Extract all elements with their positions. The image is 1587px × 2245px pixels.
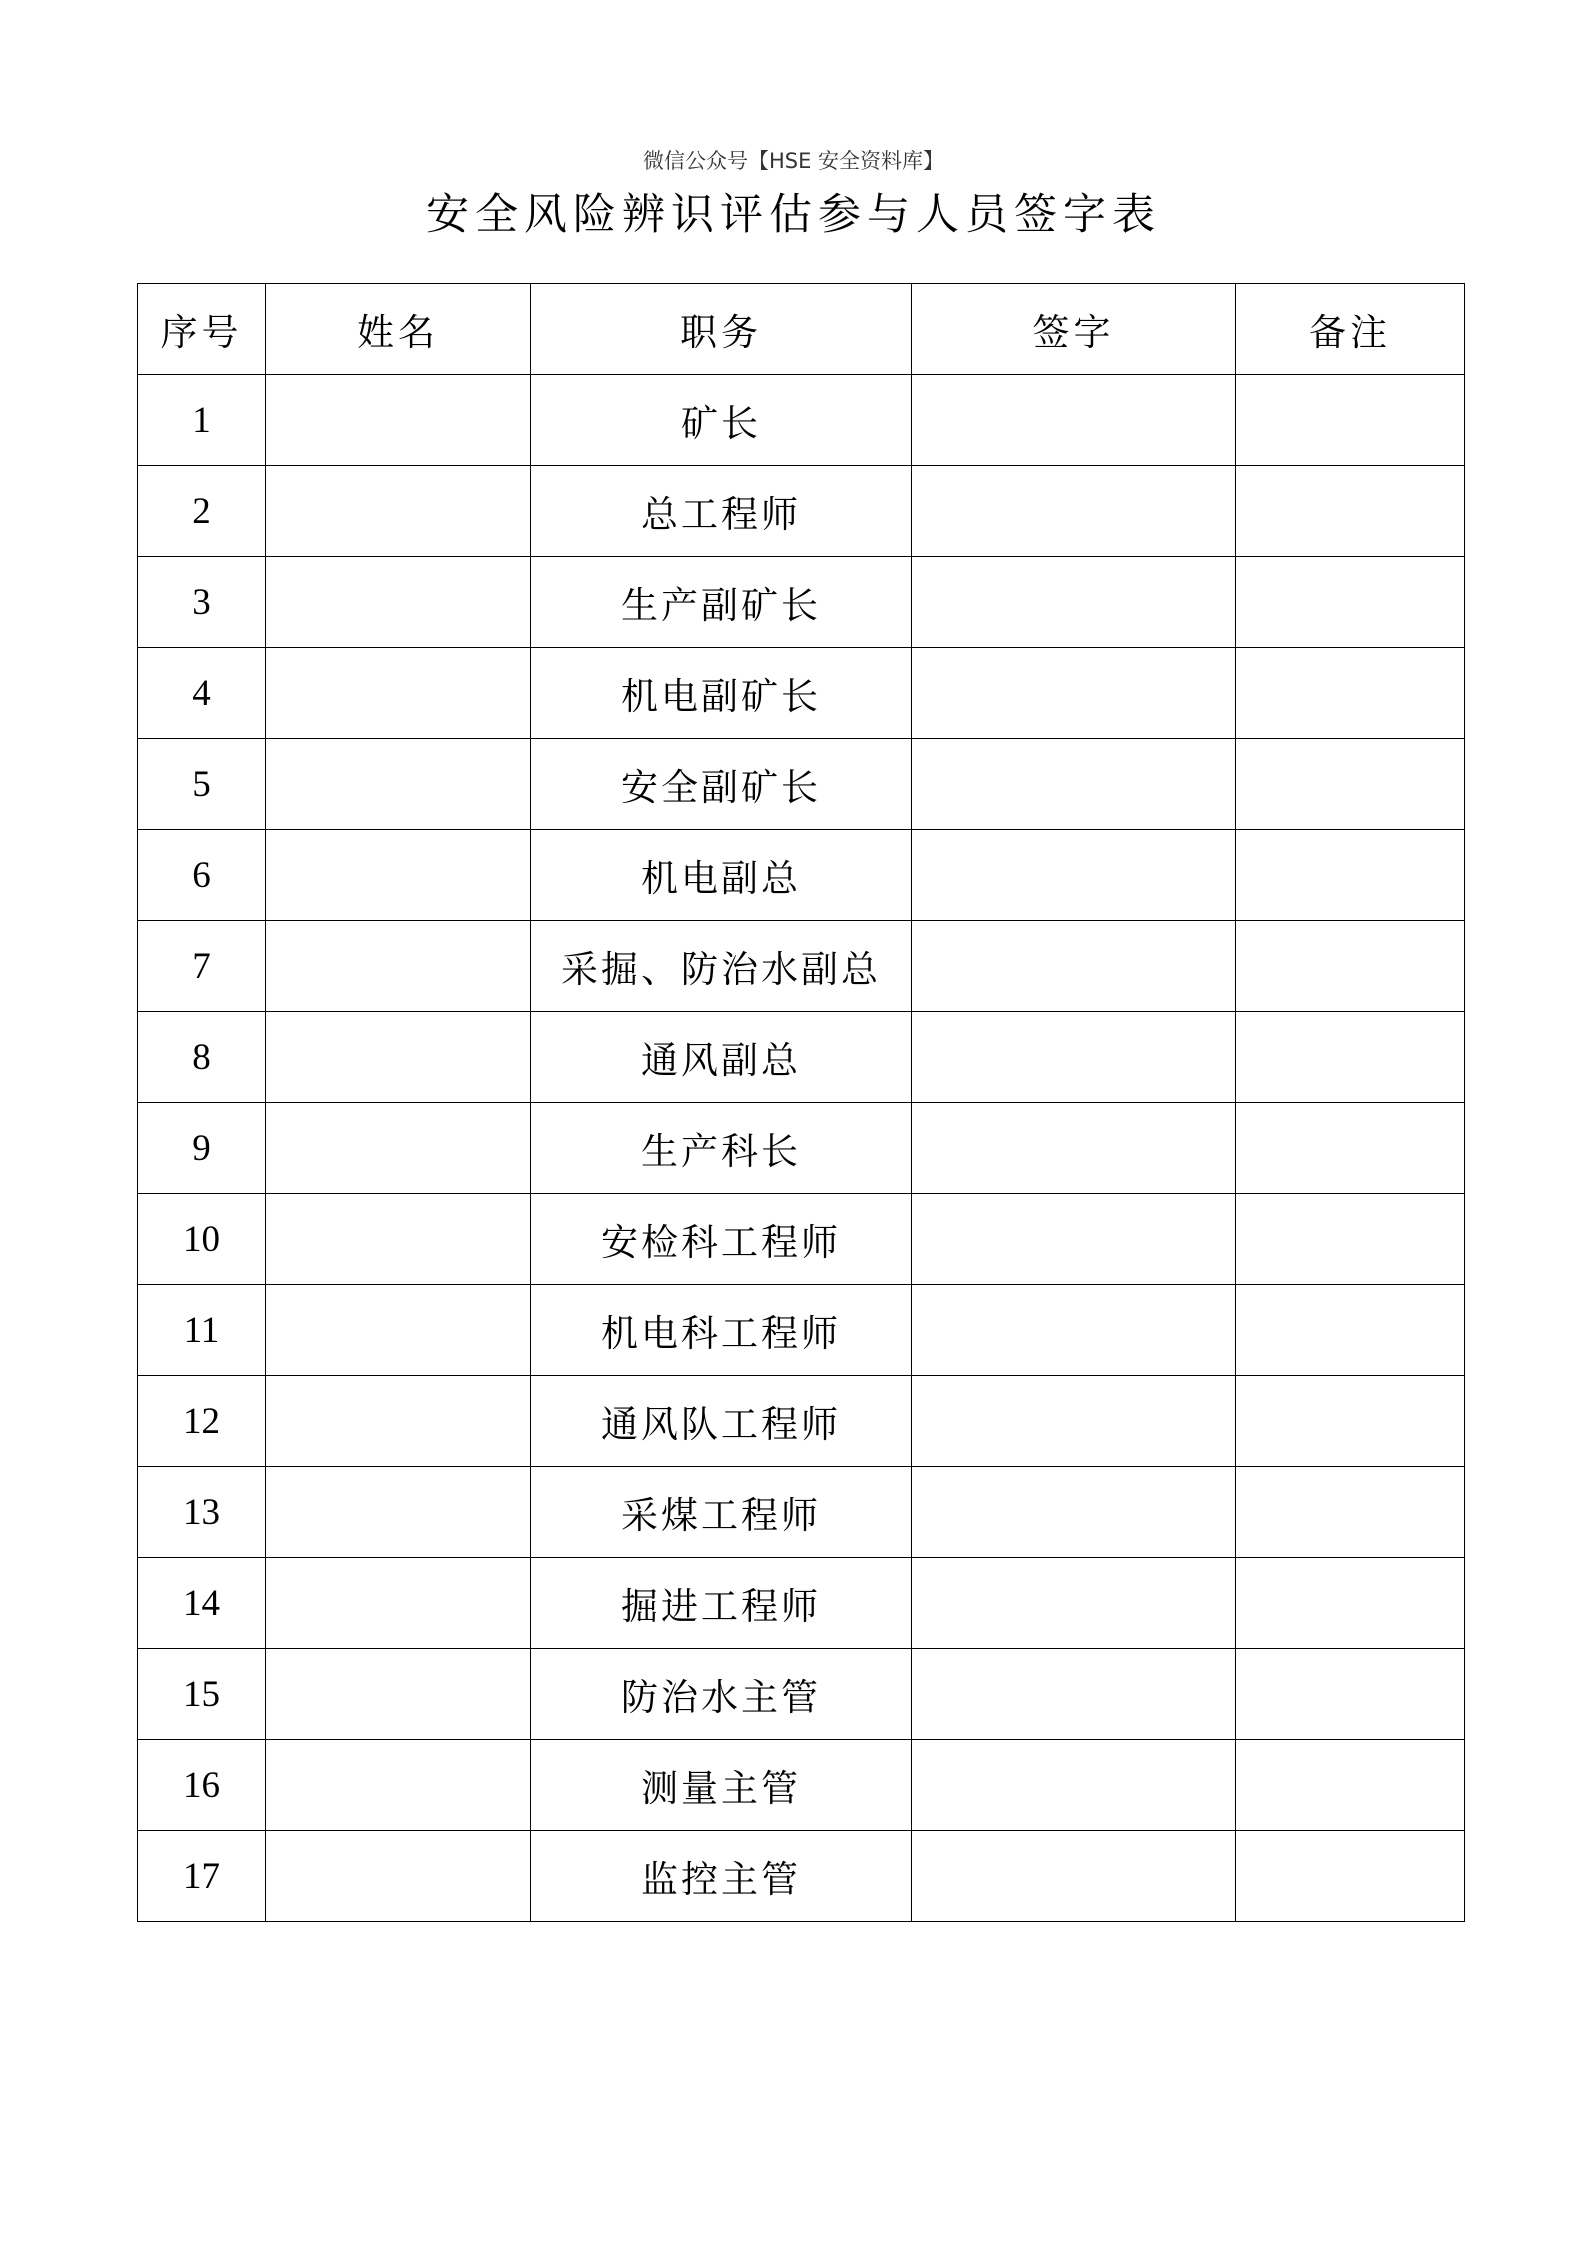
signature-cell bbox=[912, 648, 1236, 739]
table-header-row bbox=[138, 284, 1465, 375]
remarks-cell bbox=[1236, 830, 1465, 921]
remarks-cell bbox=[1236, 1103, 1465, 1194]
signature-cell bbox=[912, 921, 1236, 1012]
name-cell bbox=[266, 1467, 531, 1558]
table-row bbox=[138, 1740, 1465, 1831]
position-cell: 机电科工程师 bbox=[531, 1285, 912, 1376]
row-no: 17 bbox=[138, 1831, 266, 1922]
remarks-cell bbox=[1236, 1285, 1465, 1376]
signature-cell bbox=[912, 1831, 1236, 1922]
position-cell: 机电副矿长 bbox=[531, 648, 912, 739]
table-body bbox=[138, 375, 1465, 1922]
signature-cell bbox=[912, 466, 1236, 557]
header-no: 序号 bbox=[138, 284, 266, 375]
remarks-cell bbox=[1236, 921, 1465, 1012]
row-no: 5 bbox=[138, 739, 266, 830]
row-no: 13 bbox=[138, 1467, 266, 1558]
table-row bbox=[138, 466, 1465, 557]
remarks-cell bbox=[1236, 1558, 1465, 1649]
row-no: 12 bbox=[138, 1376, 266, 1467]
table-row bbox=[138, 1376, 1465, 1467]
header-remarks: 备注 bbox=[1236, 284, 1465, 375]
signature-cell bbox=[912, 1376, 1236, 1467]
table-row bbox=[138, 1558, 1465, 1649]
signature-cell bbox=[912, 1649, 1236, 1740]
signature-cell bbox=[912, 739, 1236, 830]
remarks-cell bbox=[1236, 1376, 1465, 1467]
row-no: 6 bbox=[138, 830, 266, 921]
name-cell bbox=[266, 1649, 531, 1740]
name-cell bbox=[266, 1376, 531, 1467]
position-cell: 机电副总 bbox=[531, 830, 912, 921]
position-cell: 总工程师 bbox=[531, 466, 912, 557]
signature-cell bbox=[912, 1740, 1236, 1831]
position-cell: 通风队工程师 bbox=[531, 1376, 912, 1467]
position-cell: 安全副矿长 bbox=[531, 739, 912, 830]
page-title: 安全风险辨识评估参与人员签字表 bbox=[426, 190, 1161, 240]
table-row bbox=[138, 648, 1465, 739]
table-row bbox=[138, 1649, 1465, 1740]
position-cell: 矿长 bbox=[531, 375, 912, 466]
remarks-cell bbox=[1236, 739, 1465, 830]
table-row bbox=[138, 1012, 1465, 1103]
table-row bbox=[138, 1194, 1465, 1285]
remarks-cell bbox=[1236, 375, 1465, 466]
row-no: 15 bbox=[138, 1649, 266, 1740]
name-cell bbox=[266, 648, 531, 739]
position-cell: 通风副总 bbox=[531, 1012, 912, 1103]
remarks-cell bbox=[1236, 648, 1465, 739]
position-cell: 测量主管 bbox=[531, 1740, 912, 1831]
signature-cell bbox=[912, 1194, 1236, 1285]
row-no: 8 bbox=[138, 1012, 266, 1103]
position-cell: 监控主管 bbox=[531, 1831, 912, 1922]
name-cell bbox=[266, 1831, 531, 1922]
remarks-cell bbox=[1236, 1467, 1465, 1558]
position-cell: 防治水主管 bbox=[531, 1649, 912, 1740]
remarks-cell bbox=[1236, 1012, 1465, 1103]
name-cell bbox=[266, 921, 531, 1012]
position-cell: 生产科长 bbox=[531, 1103, 912, 1194]
row-no: 11 bbox=[138, 1285, 266, 1376]
name-cell bbox=[266, 1285, 531, 1376]
name-cell bbox=[266, 1012, 531, 1103]
header-name: 姓名 bbox=[266, 284, 531, 375]
remarks-cell bbox=[1236, 1649, 1465, 1740]
name-cell bbox=[266, 375, 531, 466]
header-signature: 签字 bbox=[912, 284, 1236, 375]
signature-cell bbox=[912, 1012, 1236, 1103]
watermark-text: 微信公众号【HSE 安全资料库】 bbox=[642, 149, 945, 173]
signature-table bbox=[137, 283, 1465, 1922]
signature-cell bbox=[912, 1103, 1236, 1194]
signature-cell bbox=[912, 830, 1236, 921]
name-cell bbox=[266, 466, 531, 557]
name-cell bbox=[266, 557, 531, 648]
remarks-cell bbox=[1236, 557, 1465, 648]
row-no: 10 bbox=[138, 1194, 266, 1285]
signature-cell bbox=[912, 1467, 1236, 1558]
row-no: 4 bbox=[138, 648, 266, 739]
table-row bbox=[138, 830, 1465, 921]
position-cell: 采掘、防治水副总 bbox=[531, 921, 912, 1012]
signature-cell bbox=[912, 1285, 1236, 1376]
header-position: 职务 bbox=[531, 284, 912, 375]
name-cell bbox=[266, 1194, 531, 1285]
position-cell: 安检科工程师 bbox=[531, 1194, 912, 1285]
table-row bbox=[138, 375, 1465, 466]
name-cell bbox=[266, 1103, 531, 1194]
name-cell bbox=[266, 1740, 531, 1831]
row-no: 9 bbox=[138, 1103, 266, 1194]
table-row bbox=[138, 739, 1465, 830]
remarks-cell bbox=[1236, 1831, 1465, 1922]
table-row bbox=[138, 1103, 1465, 1194]
position-cell: 采煤工程师 bbox=[531, 1467, 912, 1558]
signature-cell bbox=[912, 1558, 1236, 1649]
name-cell bbox=[266, 739, 531, 830]
table-row bbox=[138, 557, 1465, 648]
row-no: 7 bbox=[138, 921, 266, 1012]
row-no: 1 bbox=[138, 375, 266, 466]
table-row bbox=[138, 1467, 1465, 1558]
remarks-cell bbox=[1236, 466, 1465, 557]
row-no: 2 bbox=[138, 466, 266, 557]
remarks-cell bbox=[1236, 1194, 1465, 1285]
name-cell bbox=[266, 1558, 531, 1649]
remarks-cell bbox=[1236, 1740, 1465, 1831]
row-no: 16 bbox=[138, 1740, 266, 1831]
table-row bbox=[138, 1831, 1465, 1922]
position-cell: 生产副矿长 bbox=[531, 557, 912, 648]
row-no: 3 bbox=[138, 557, 266, 648]
signature-cell bbox=[912, 557, 1236, 648]
row-no: 14 bbox=[138, 1558, 266, 1649]
table-row bbox=[138, 1285, 1465, 1376]
table-row bbox=[138, 921, 1465, 1012]
name-cell bbox=[266, 830, 531, 921]
position-cell: 掘进工程师 bbox=[531, 1558, 912, 1649]
signature-cell bbox=[912, 375, 1236, 466]
